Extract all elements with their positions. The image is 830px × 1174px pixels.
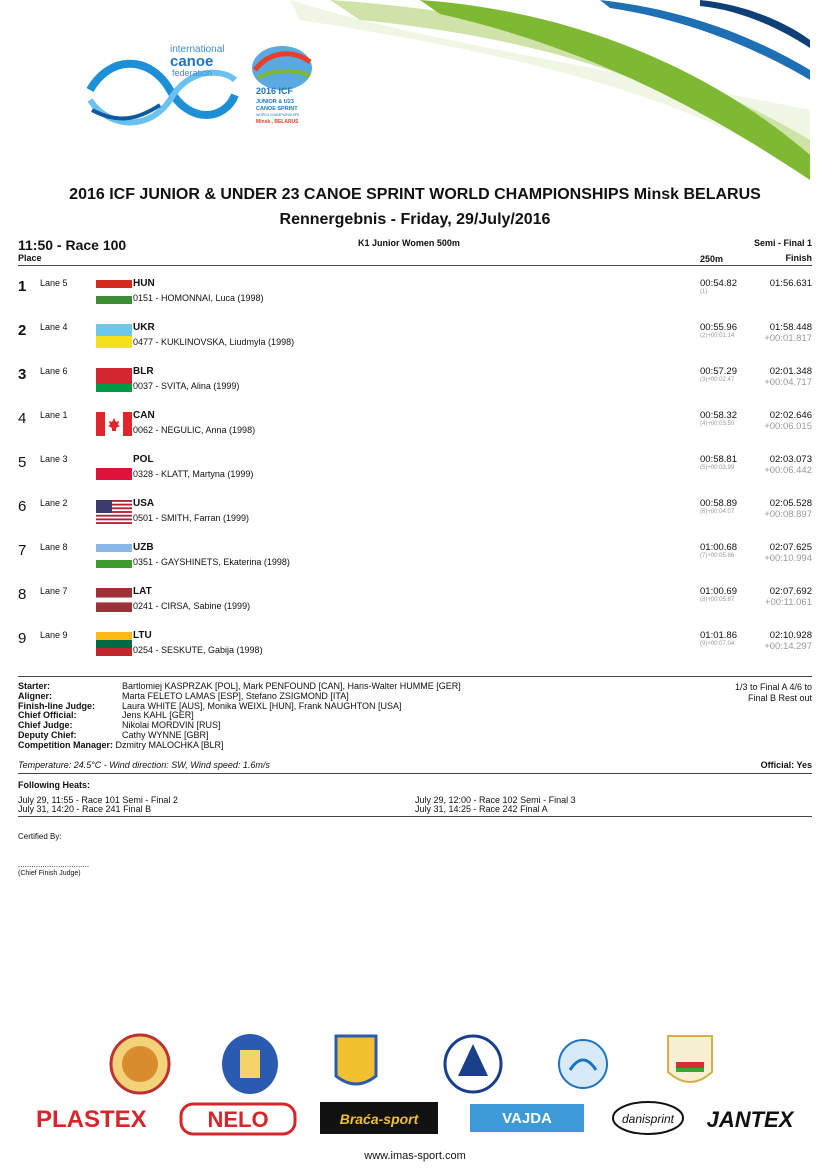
finish-diff: +00:06.015 — [764, 421, 812, 432]
split-250m: 01:01.86 — [700, 630, 737, 641]
split-rank: (5)+00:03.99 — [700, 465, 735, 471]
chief-finish-judge-label: (Chief Finish Judge) — [18, 870, 81, 877]
flag-hun — [96, 280, 132, 304]
athlete-name: 0151 - HOMONNAI, Luca (1998) — [133, 293, 264, 303]
place-number: 4 — [18, 410, 27, 427]
official-role: Chief Judge: — [18, 720, 73, 731]
lane-label: Lane 5 — [40, 278, 68, 288]
official-line — [18, 702, 461, 712]
official-names: Marta FELETO LAMAS [ESP], Stefano ZSIGMOND [ITA] — [122, 690, 349, 701]
header-rule — [18, 265, 812, 266]
finish-diff: +00:06.442 — [764, 465, 812, 476]
nation-code: LAT — [133, 586, 152, 597]
athlete-name: 0037 - SVITA, Alina (1999) — [133, 381, 240, 391]
signature-line: ................................ — [18, 860, 90, 869]
split-250m: 01:00.69 — [700, 586, 737, 597]
athlete-name: 0241 - CIRSA, Sabine (1999) — [133, 601, 251, 611]
event-name: K1 Junior Women 500m — [358, 238, 460, 248]
place-number: 2 — [18, 322, 27, 339]
nation-code: LTU — [133, 630, 152, 641]
lane-label: Lane 9 — [40, 630, 68, 640]
lane-label: Lane 4 — [40, 322, 68, 332]
icf-logo-line2: canoe — [170, 53, 214, 70]
finish-time: 02:03.073 — [769, 454, 812, 465]
result-row — [0, 364, 830, 408]
split-250m-header: 250m — [700, 254, 724, 264]
champ-logo-line1: 2016 ICF — [256, 86, 294, 96]
following-heats-rule — [18, 816, 812, 817]
certified-by-label: Certified By: — [18, 832, 62, 841]
place-header: Place — [18, 253, 42, 263]
split-250m: 00:58.81 — [700, 454, 737, 465]
official-line — [18, 711, 461, 721]
official-names: Jens KAHL [GER] — [122, 710, 194, 721]
progression-rules — [692, 682, 812, 703]
footer-url: www.imas-sport.com — [364, 1150, 466, 1162]
split-rank: (1) — [700, 289, 708, 295]
finish-time: 02:07.692 — [769, 586, 812, 597]
finish-diff: +00:10.994 — [764, 553, 812, 564]
place-number: 1 — [18, 278, 27, 295]
page-subtitle: Rennergebnis - Friday, 29/July/2016 — [279, 211, 551, 228]
split-250m: 00:54.82 — [700, 278, 737, 289]
championship-logo — [252, 46, 312, 125]
sponsor-braca-sport: Braća-sport — [339, 1111, 419, 1127]
nation-code: HUN — [133, 278, 155, 289]
athlete-name: 0501 - SMITH, Farran (1999) — [133, 513, 250, 523]
emblem-5 — [559, 1040, 607, 1088]
weather-conditions: Temperature: 24.5°C - Wind direction: SW, Wind speed: 1.6m/s — [18, 760, 270, 770]
place-number: 5 — [18, 454, 27, 471]
icf-logo-line3: federation — [172, 68, 213, 78]
result-row — [0, 540, 830, 584]
flag-lat — [96, 588, 132, 612]
official-role: Deputy Chief: — [18, 729, 77, 740]
finish-time: 02:01.348 — [769, 366, 812, 377]
place-number: 9 — [18, 630, 27, 647]
finish-time: 02:10.928 — [769, 630, 812, 641]
champ-logo-line4: WORLD CHAMPIONSHIPS — [256, 113, 300, 117]
sponsor-plastex: PLASTEX — [36, 1106, 147, 1133]
split-250m: 01:00.68 — [700, 542, 737, 553]
place-number: 6 — [18, 498, 27, 515]
athlete-name: 0062 - NEGULIC, Anna (1998) — [133, 425, 256, 435]
official-role: Finish-line Judge: — [18, 700, 96, 711]
flag-usa — [96, 500, 132, 524]
official-names: Cathy WYNNE [GBR] — [122, 729, 209, 740]
place-number: 7 — [18, 542, 27, 559]
finish-diff: +00:11.061 — [764, 597, 812, 608]
finish-time: 01:58.448 — [769, 322, 812, 333]
sponsor-vajda: VAJDA — [502, 1110, 552, 1127]
official-role: Competition Manager: — [18, 739, 114, 750]
result-row — [0, 408, 830, 452]
lane-label: Lane 1 — [40, 410, 68, 420]
finish-time: 01:56.631 — [769, 278, 812, 289]
result-row — [0, 276, 830, 320]
split-250m: 00:58.89 — [700, 498, 737, 509]
athlete-name: 0328 - KLATT, Martyna (1999) — [133, 469, 254, 479]
split-250m: 00:58.32 — [700, 410, 737, 421]
official-names: Dzmitry MALOCHKA [BLR] — [115, 739, 224, 750]
nation-code: USA — [133, 498, 155, 509]
split-rank: (6)+00:04.07 — [700, 509, 735, 515]
official-role: Aligner: — [18, 690, 53, 701]
sponsor-danisprint: danisprint — [621, 1112, 675, 1126]
following-heat: July 29, 11:55 - Race 101 Semi - Final 2 — [18, 795, 178, 805]
finish-diff: +00:14.297 — [764, 641, 812, 652]
finish-time: 02:07.625 — [769, 542, 812, 553]
lane-label: Lane 3 — [40, 454, 68, 464]
official-line — [18, 721, 461, 731]
athlete-name: 0477 - KUKLINOVSKA, Liudmyla (1998) — [133, 337, 295, 347]
icf-logo-line1: international — [170, 44, 225, 55]
result-row — [0, 320, 830, 364]
sponsor-logos — [18, 1022, 812, 1150]
place-number: 3 — [18, 366, 27, 383]
champ-logo-line5: Minsk , BELARUS — [256, 119, 299, 125]
finish-diff: +00:04.717 — [764, 377, 812, 388]
nation-code: UKR — [133, 322, 155, 333]
flag-can — [96, 412, 132, 436]
finish-time: 02:02.646 — [769, 410, 812, 421]
flag-ltu — [96, 632, 132, 656]
split-rank: (4)+00:03.50 — [700, 421, 735, 427]
lane-label: Lane 7 — [40, 586, 68, 596]
split-250m: 00:55.96 — [700, 322, 737, 333]
result-row — [0, 584, 830, 628]
header-banner — [0, 0, 830, 180]
sponsor-jantex: JANTEX — [706, 1107, 794, 1132]
nation-code: POL — [133, 454, 154, 465]
athlete-name: 0254 - SESKUTE, Gabija (1998) — [133, 645, 263, 655]
following-heat: July 31, 14:25 - Race 242 Final A — [415, 804, 548, 814]
official-names: Bartlomiej KASPRZAK [POL], Mark PENFOUND [CAN], Hans-Walter HUMME [GER] — [122, 681, 461, 691]
split-rank: (3)+00:02.47 — [700, 377, 735, 383]
nation-code: UZB — [133, 542, 154, 553]
official-names: Nikolai MORDVIN [RUS] — [122, 720, 221, 731]
following-heat: July 31, 14:20 - Race 241 Final B — [18, 804, 152, 814]
flag-ukr — [96, 324, 132, 348]
finish-time: 02:05.528 — [769, 498, 812, 509]
finish-header: Finish — [785, 253, 812, 263]
official-names: Laura WHITE [AUS], Monika WEIXL [HUN], Frank NAUGHTON [USA] — [122, 700, 402, 711]
race-phase: Semi - Final 1 — [753, 238, 812, 248]
page-title: 2016 ICF JUNIOR & UNDER 23 CANOE SPRINT WORLD CHAMPIONSHIPS Minsk BELARUS — [69, 186, 761, 203]
sponsor-nelo: NELO — [207, 1107, 269, 1132]
progression-line2: Final B Rest out — [747, 692, 812, 703]
split-250m: 00:57.29 — [700, 366, 737, 377]
competition-manager-line — [18, 741, 461, 751]
official-role: Chief Official: — [18, 710, 77, 721]
race-time: 11:50 - Race 100 — [18, 237, 127, 253]
split-rank: (9)+00:07.04 — [700, 641, 735, 647]
finish-diff: +00:01.817 — [764, 333, 812, 344]
progression-line1: 1/3 to Final A 4/6 to — [734, 682, 812, 692]
conditions-rule — [18, 773, 812, 774]
emblem-6 — [668, 1036, 712, 1082]
nation-code: BLR — [133, 366, 154, 377]
split-rank: (8)+00:05.87 — [700, 597, 735, 603]
emblem-2 — [222, 1034, 278, 1094]
result-row — [0, 452, 830, 496]
flag-uzb — [96, 544, 132, 568]
following-heats-title: Following Heats: — [18, 780, 90, 790]
lane-label: Lane 8 — [40, 542, 68, 552]
champ-logo-line2: JUNIOR & U23 — [256, 99, 294, 105]
official-role: Starter: — [18, 681, 51, 691]
emblem-3 — [336, 1036, 376, 1084]
athlete-name: 0351 - GAYSHINETS, Ekaterina (1998) — [133, 557, 290, 567]
emblem-4 — [445, 1036, 501, 1092]
official-status: Official: Yes — [760, 760, 812, 770]
finish-diff: +00:08.897 — [764, 509, 812, 520]
result-row — [0, 628, 830, 672]
emblem-1 — [111, 1035, 169, 1093]
flag-blr — [96, 368, 132, 392]
lane-label: Lane 6 — [40, 366, 68, 376]
icf-logo — [90, 44, 235, 123]
champ-logo-line3: CANOE SPRINT — [256, 106, 298, 112]
split-rank: (2)+00:01.14 — [700, 333, 735, 339]
nation-code: CAN — [133, 410, 155, 421]
split-rank: (7)+00:05.86 — [700, 553, 735, 559]
results-bottom-rule — [18, 676, 812, 677]
result-row — [0, 496, 830, 540]
following-heat: July 29, 12:00 - Race 102 Semi - Final 3 — [415, 795, 576, 805]
officials-list — [18, 682, 461, 751]
lane-label: Lane 2 — [40, 498, 68, 508]
flag-pol — [96, 456, 132, 480]
place-number: 8 — [18, 586, 27, 603]
